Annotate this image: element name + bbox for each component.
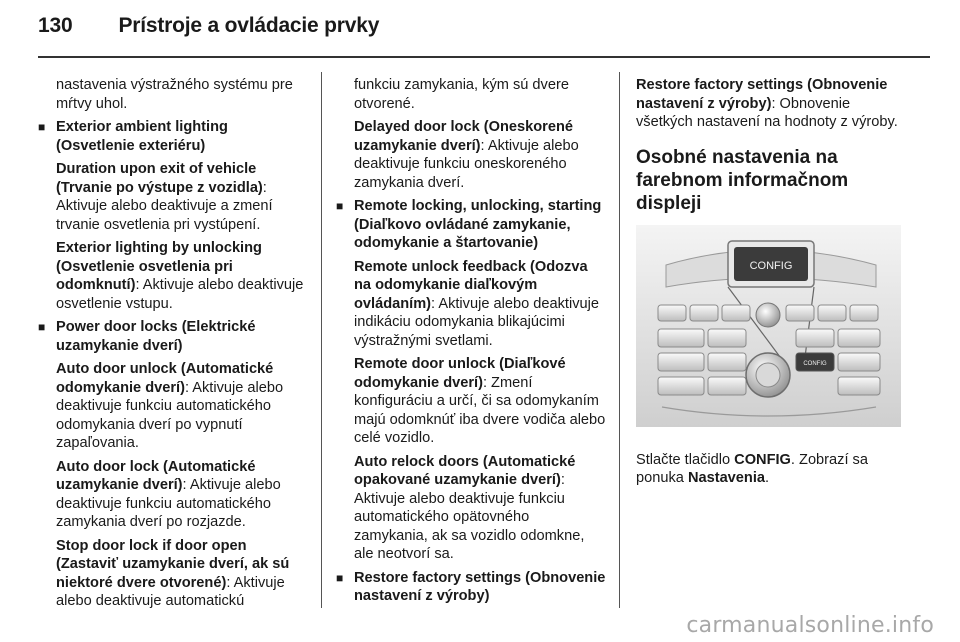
column-1 — [38, 76, 308, 616]
bullet-item — [336, 197, 606, 253]
preset-button — [658, 305, 686, 321]
setting-title: Exterior lighting by unlocking (Osvetlenie osvetlenia pri odomknutí) — [56, 240, 262, 293]
control-panel-illustration — [636, 225, 901, 427]
column-2 — [336, 76, 606, 611]
bullet-item — [38, 318, 308, 355]
setting-description — [38, 458, 308, 532]
caption-bold: CONFIG — [734, 451, 791, 468]
setting-text: : Obnovenie všetkých nastavení na hodnoty z výroby. — [636, 95, 898, 130]
setting-title: Duration upon exit of vehicle (Trvanie po výstupe z vozidla) — [56, 161, 263, 196]
setting-title: Remote unlock feedback (Odozva na odomykanie diaľkovým ovládaním) — [354, 258, 588, 312]
bullet-item — [38, 118, 308, 155]
setting-description — [38, 239, 308, 313]
setting-title: Remote door unlock (Diaľkové odomykanie dverí) — [354, 356, 566, 391]
menu-knob-center — [756, 363, 780, 387]
preset-button — [722, 305, 750, 321]
bullet-marker: ■ — [336, 570, 344, 585]
figure-caption — [636, 451, 906, 488]
column-divider — [619, 72, 620, 608]
setting-text: : Aktivuje alebo deaktivuje funkciu oneskoreného zamykania dverí. — [354, 137, 579, 191]
bullet-marker: ■ — [336, 199, 344, 213]
setting-title: Auto door unlock (Automatické odomykanie dverí) — [56, 361, 274, 396]
caption-text: . Zobrazí sa ponuka — [636, 451, 868, 486]
preset-button — [786, 305, 814, 321]
page-number: 130 — [38, 14, 73, 37]
watermark: carmanualsonline.info — [686, 613, 934, 638]
setting-title: Restore factory settings (Obnovenie nastavení z výroby) — [636, 77, 888, 112]
volume-knob — [756, 303, 780, 327]
setting-title: Stop door lock if door open (Zastaviť uzamykanie dverí, ak sú niektoré dvere otvorené) — [56, 537, 290, 591]
setting-title: Auto relock doors (Automatické opakované uzamykanie dverí) — [354, 453, 576, 488]
setting-text: : Zmení konfiguráciu a určí, či sa odomykaním majú odomknúť iba dvere vodiča alebo celé vozidlo. — [354, 374, 606, 446]
setting-description — [38, 160, 308, 234]
column-3 — [636, 76, 906, 488]
page-title: Prístroje a ovládacie prvky — [118, 14, 380, 37]
config-label-small: CONFIG — [803, 360, 827, 367]
caption-text: Stlačte tlačidlo — [636, 451, 735, 468]
bullet-marker: ■ — [38, 320, 46, 334]
bullet-item — [336, 569, 606, 606]
setting-description — [38, 360, 308, 453]
setting-description — [336, 453, 606, 564]
setting-description — [336, 118, 606, 192]
column-divider — [321, 72, 322, 608]
setting-text: : Aktivuje alebo deaktivuje funkciu automatického odomykania dverí po vypnutí zapaľovania. — [56, 379, 284, 451]
page-header — [38, 14, 379, 48]
intro-text: nastavenia výstražného systému pre mŕtvy uhol. — [56, 77, 293, 112]
bullet-title: Remote locking, unlocking, starting (Diaľkovo ovládané zamykanie, odomykanie a štartovanie) — [354, 198, 602, 251]
caption-bold: Nastavenia — [687, 470, 766, 486]
setting-title: Delayed door lock (Oneskorené uzamykanie dverí) — [354, 119, 573, 154]
setting-description — [336, 355, 606, 448]
setting-text: : Aktivuje alebo deaktivuje automatickú — [56, 574, 285, 609]
continued-text: funkciu zamykania, kým sú dvere otvorené. — [354, 77, 569, 112]
setting-text: : Aktivuje alebo deaktivuje osvetlenie vstupu. — [56, 277, 304, 312]
setting-text: : Aktivuje alebo deaktivuje funkciu automatického opätovného zamykania, ak sa vozidlo odomkne, ale neotvorí sa. — [354, 472, 585, 562]
bullet-title: Restore factory settings (Obnovenie nastavení z výroby) — [354, 569, 606, 604]
config-label-large: CONFIG — [749, 259, 793, 272]
setting-description — [38, 537, 308, 611]
preset-button — [818, 305, 846, 321]
bullet-title: Power door locks (Elektrické uzamykanie dverí) — [56, 319, 256, 354]
section-heading: Osobné nastavenia na farebnom informačnom displeji — [636, 146, 849, 214]
setting-title: Auto door lock (Automatické uzamykanie dverí) — [56, 458, 256, 493]
preset-button — [690, 305, 718, 321]
setting-text: : Aktivuje alebo deaktivuje funkciu automatického zamykania dverí po rozjazde. — [56, 477, 281, 530]
setting-description — [336, 258, 606, 351]
preset-button — [850, 305, 878, 321]
setting-description — [636, 76, 906, 132]
setting-text: : Aktivuje alebo deaktivuje indikáciu odomykania blikajúcimi výstražnými svetlami. — [354, 295, 599, 349]
header-rule — [38, 56, 930, 58]
setting-text: : Aktivuje alebo deaktivuje a zmení trvanie osvetlenia pri vystúpení. — [56, 179, 273, 233]
bullet-marker: ■ — [38, 120, 46, 134]
control-panel-figure — [636, 225, 901, 427]
caption-text: . — [765, 470, 770, 486]
bullet-title: Exterior ambient lighting (Osvetlenie exteriéru) — [56, 119, 228, 154]
